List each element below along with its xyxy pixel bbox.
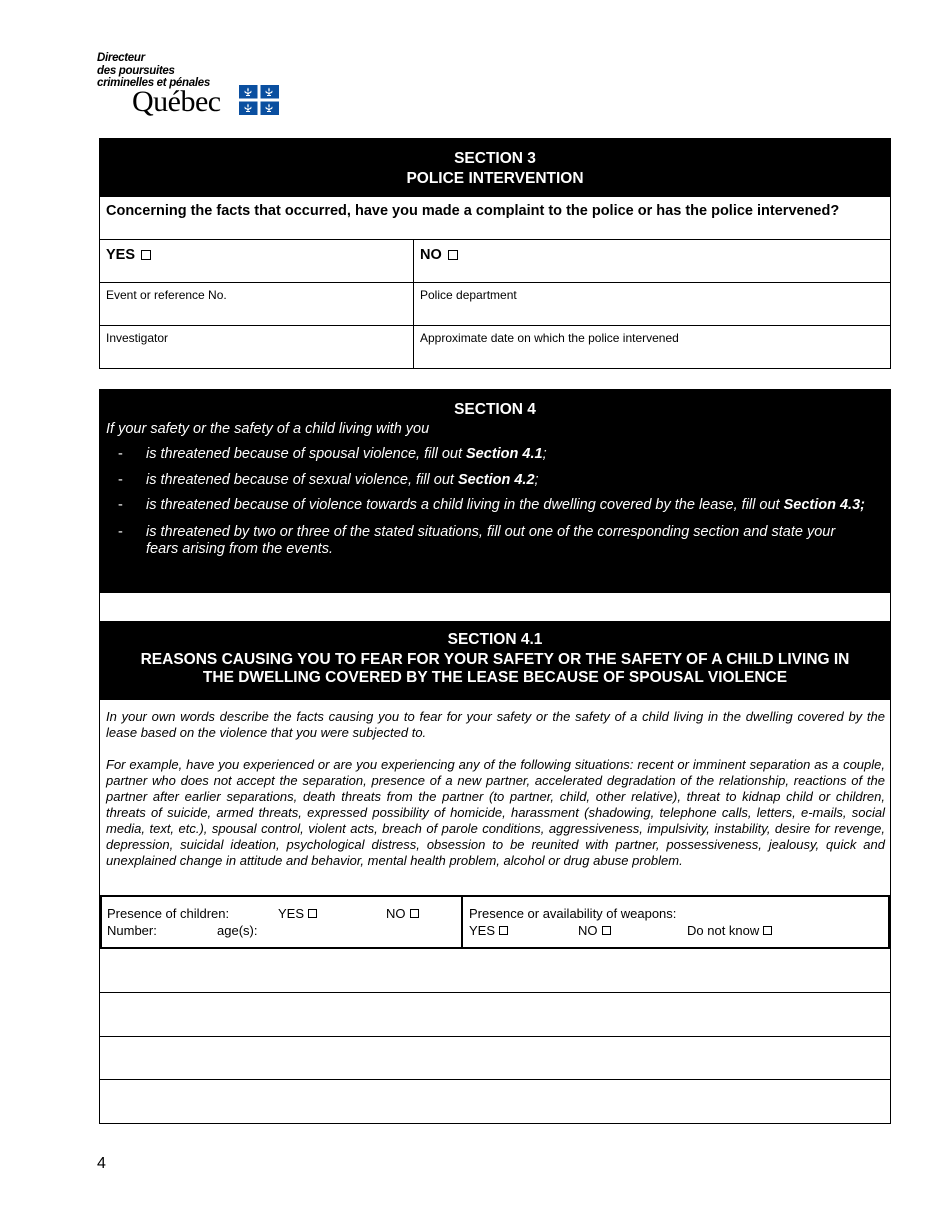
logo-line-3: criminelles et pénales bbox=[97, 77, 210, 89]
bullet-1-text: is threatened because of spousal violence, fill out bbox=[146, 446, 467, 462]
weapons-no-option[interactable] bbox=[578, 922, 611, 939]
section-spacer bbox=[100, 593, 890, 621]
police-complaint-question: Concerning the facts that occurred, have you made a complaint to the police or has the police intervened? bbox=[100, 197, 890, 240]
section-4-bullet-3 bbox=[100, 497, 890, 515]
instructions-paragraph-2: For example, have you experienced or are you experiencing any of the following situations: recent or imminent separation as a couple, partner who does not accept the separation, presence of a new partner, accelerated degradation of the relationship, reactions of the partner after earlier separations, death threats from the partner (to partner, child, other relative), threat to kidnap child or children, threats of suicide, armed threats, expressed possibility of homicide, harassment (shadowing, telephone calls, letters, e-mails, social media, text, etc.), spousal control, violent acts, breach of parole conditions, aggressiveness, impulsivity, instability, desire for revenge, depression, suicidal ideation, psychological distress, obsession to be reunited with partner, possessiveness, jealousy, quick and unexplained change in attitude and behavior, mental health problem, alcohol or drug abuse problem. bbox=[106, 757, 885, 868]
logo-quebec-wordmark: Québec bbox=[132, 85, 221, 118]
weapons-no-checkbox[interactable] bbox=[602, 926, 611, 935]
bullet-3-text: is threatened because of violence towards a child living in the dwelling covered by the lease, fill out bbox=[146, 497, 784, 513]
weapons-label: Presence or availability of weapons: bbox=[469, 906, 677, 921]
event-reference-label: Event or reference No. bbox=[106, 288, 227, 302]
children-no-label: NO bbox=[386, 906, 406, 921]
section-4-bullet-2 bbox=[100, 472, 890, 490]
children-presence-box bbox=[100, 895, 463, 949]
children-yes-label: YES bbox=[278, 906, 305, 921]
police-department-field[interactable] bbox=[414, 283, 890, 326]
children-ages-label: age(s): bbox=[217, 923, 258, 938]
children-no-checkbox[interactable] bbox=[410, 909, 419, 918]
investigator-label: Investigator bbox=[106, 331, 169, 345]
bullet-dash: - bbox=[118, 446, 123, 462]
quebec-fleur-de-lis-flag-icon bbox=[239, 85, 279, 115]
section-3-table bbox=[99, 138, 891, 369]
bullet-3-section-ref: Section 4.3; bbox=[783, 497, 865, 513]
section-3-title: SECTION 3 bbox=[454, 150, 536, 167]
weapons-dont-know-option[interactable] bbox=[687, 922, 772, 939]
section-4-table bbox=[99, 389, 891, 1124]
section-4-1-header bbox=[100, 621, 890, 700]
weapons-no-label: NO bbox=[578, 923, 598, 938]
police-no-option[interactable] bbox=[414, 240, 890, 283]
children-no-option[interactable] bbox=[386, 905, 419, 922]
section-4-title: SECTION 4 bbox=[454, 401, 536, 418]
weapons-presence-box bbox=[461, 895, 890, 949]
children-yes-checkbox[interactable] bbox=[308, 909, 317, 918]
bullet-2-text: is threatened because of sexual violence, fill out bbox=[146, 471, 458, 488]
children-yes-option[interactable] bbox=[278, 905, 317, 922]
section-4-bullet-1 bbox=[100, 446, 890, 464]
logo-line-1: Directeur bbox=[97, 52, 145, 64]
logo-line-2: des poursuites bbox=[97, 64, 175, 77]
section-3-header bbox=[100, 139, 890, 197]
police-no-checkbox[interactable] bbox=[448, 250, 458, 260]
bullet-2-end: ; bbox=[534, 471, 539, 488]
answer-line[interactable] bbox=[100, 1037, 890, 1080]
section-4-intro: If your safety or the safety of a child living with you bbox=[106, 421, 430, 437]
dpcp-quebec-logo bbox=[96, 52, 286, 122]
intervention-date-label: Approximate date on which the police intervened bbox=[420, 331, 679, 345]
bullet-4-text: is threatened by two or three of the stated situations, fill out one of the corresponding section and state your fears arising from the events. bbox=[146, 523, 836, 557]
children-label: Presence of children: bbox=[107, 906, 230, 921]
section-4-bullet-4 bbox=[100, 524, 890, 559]
bullet-1-section-ref: Section 4.1 bbox=[466, 446, 543, 462]
intervention-date-field[interactable] bbox=[414, 326, 890, 368]
police-yes-option[interactable] bbox=[100, 240, 414, 283]
page-number: 4 bbox=[97, 1155, 106, 1172]
logo-org-name bbox=[97, 52, 210, 90]
bullet-dash: - bbox=[118, 523, 123, 540]
section-3-subtitle: POLICE INTERVENTION bbox=[406, 170, 584, 187]
police-no-label: NO bbox=[420, 247, 442, 263]
section-4-1-subtitle-line-2: THE DWELLING COVERED BY THE LEASE BECAUSE OF SPOUSAL VIOLENCE bbox=[202, 669, 788, 686]
investigator-field[interactable] bbox=[100, 326, 414, 368]
bullet-1-end: ; bbox=[542, 446, 547, 462]
bullet-dash: - bbox=[118, 471, 123, 488]
instructions-paragraph-1: In your own words describe the facts causing you to fear for your safety or the safety of a child living in the dwelling covered by the lease based on the violence that you were subjected to. bbox=[106, 709, 885, 740]
bullet-dash: - bbox=[118, 497, 123, 513]
bullet-2-section-ref: Section 4.2 bbox=[457, 471, 535, 488]
section-4-header bbox=[100, 390, 890, 593]
weapons-dont-know-checkbox[interactable] bbox=[763, 926, 772, 935]
event-reference-field[interactable] bbox=[100, 283, 414, 326]
answer-line[interactable] bbox=[100, 1080, 890, 1123]
weapons-yes-option[interactable] bbox=[469, 923, 508, 938]
answer-line[interactable] bbox=[100, 949, 890, 993]
section-4-1-title: SECTION 4.1 bbox=[447, 631, 543, 648]
answer-line[interactable] bbox=[100, 993, 890, 1037]
children-number-label: Number: bbox=[107, 923, 157, 938]
police-yes-label: YES bbox=[106, 247, 136, 263]
police-department-label: Police department bbox=[420, 288, 517, 302]
weapons-dont-know-label: Do not know bbox=[687, 923, 760, 938]
section-4-1-instructions bbox=[100, 700, 890, 896]
weapons-yes-checkbox[interactable] bbox=[499, 926, 508, 935]
section-4-1-subtitle-line-1: REASONS CAUSING YOU TO FEAR FOR YOUR SAFETY OR THE SAFETY OF A CHILD LIVING IN bbox=[140, 651, 850, 668]
weapons-yes-label: YES bbox=[469, 923, 496, 938]
police-yes-checkbox[interactable] bbox=[141, 250, 151, 260]
